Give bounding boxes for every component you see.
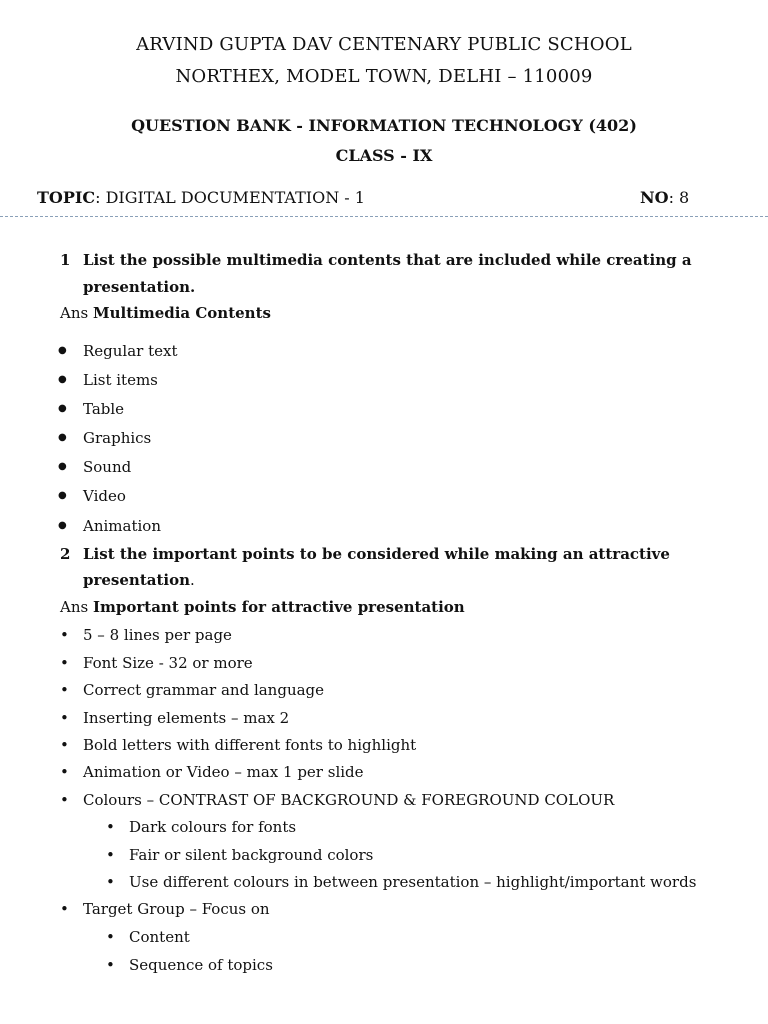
- bullet-icon: •: [60, 681, 69, 699]
- question-1-number: 1: [60, 251, 71, 269]
- answer-2-prefix: Ans: [60, 598, 89, 616]
- bullet-icon: •: [106, 818, 115, 836]
- bullet-icon: ●: [58, 432, 67, 443]
- bullet-icon: •: [60, 709, 69, 727]
- bullet-icon: ●: [58, 490, 67, 501]
- list-item: Correct grammar and language: [83, 681, 325, 699]
- number-value: : 8: [668, 188, 690, 207]
- sub-list-item: Use different colours in between presentation – highlight/important words: [129, 873, 697, 891]
- answer-2-title: Important points for attractive presentation: [92, 598, 465, 616]
- bullet-icon: ●: [58, 403, 67, 414]
- list-item: Animation or Video – max 1 per slide: [83, 763, 364, 781]
- number-line: [640, 188, 689, 207]
- bullet-icon: •: [60, 763, 69, 781]
- topic-line: [37, 188, 365, 207]
- list-item: 5 – 8 lines per page: [83, 626, 232, 644]
- bullet-icon: •: [60, 791, 69, 809]
- question-1-line-1: List the possible multimedia contents that are included while creating a: [83, 251, 692, 269]
- list-item: Animation: [83, 517, 161, 535]
- bullet-icon: •: [60, 736, 69, 754]
- question-2-line-2-wrap: [83, 571, 195, 589]
- school-address: NORTHEX, MODEL TOWN, DELHI – 110009: [175, 66, 593, 87]
- bullet-icon: •: [106, 956, 115, 974]
- answer-1-prefix: Ans: [60, 304, 89, 322]
- class-title: CLASS - IX: [335, 146, 433, 165]
- sub-list-item: Sequence of topics: [129, 956, 273, 974]
- list-item: Inserting elements – max 2: [83, 709, 290, 727]
- header-divider: [0, 216, 768, 217]
- list-item: Video: [83, 487, 126, 505]
- school-name: ARVIND GUPTA DAV CENTENARY PUBLIC SCHOOL: [136, 34, 632, 55]
- list-item: Sound: [83, 458, 132, 476]
- topic-label: TOPIC: [37, 188, 96, 207]
- number-label: NO: [640, 188, 669, 207]
- list-item: Bold letters with different fonts to highlight: [83, 736, 417, 754]
- list-item: Table: [83, 400, 125, 418]
- list-item: Graphics: [83, 429, 152, 447]
- question-2-line-1: List the important points to be considered while making an attractive: [83, 545, 670, 563]
- bullet-icon: ●: [58, 345, 67, 356]
- answer-1-title: Multimedia Contents: [92, 304, 271, 322]
- question-2-line-2: presentation: [83, 571, 191, 589]
- list-item: Colours – CONTRAST OF BACKGROUND & FOREGROUND COLOUR: [83, 791, 615, 809]
- sub-list-item: Fair or silent background colors: [129, 846, 374, 864]
- list-item: Regular text: [83, 342, 178, 360]
- answer-1-heading: [60, 304, 271, 322]
- question-bank-title: QUESTION BANK - INFORMATION TECHNOLOGY (402): [131, 116, 637, 135]
- bullet-icon: •: [106, 873, 115, 891]
- bullet-icon: ●: [58, 461, 67, 472]
- question-1-line-2: presentation.: [83, 278, 196, 296]
- topic-value: : DIGITAL DOCUMENTATION - 1: [95, 188, 365, 207]
- bullet-icon: ●: [58, 520, 67, 531]
- question-2-line-2-end: .: [190, 571, 195, 589]
- sub-list-item: Dark colours for fonts: [129, 818, 297, 836]
- bullet-icon: ●: [58, 374, 67, 385]
- list-item: List items: [83, 371, 158, 389]
- bullet-icon: •: [60, 654, 69, 672]
- sub-list-item: Content: [129, 928, 190, 946]
- list-item: Font Size - 32 or more: [83, 654, 253, 672]
- list-item: Target Group – Focus on: [83, 900, 270, 918]
- bullet-icon: •: [60, 626, 69, 644]
- answer-2-heading: [60, 598, 465, 616]
- bullet-icon: •: [60, 900, 69, 918]
- bullet-icon: •: [106, 928, 115, 946]
- bullet-icon: •: [106, 846, 115, 864]
- question-2-number: 2: [60, 545, 71, 563]
